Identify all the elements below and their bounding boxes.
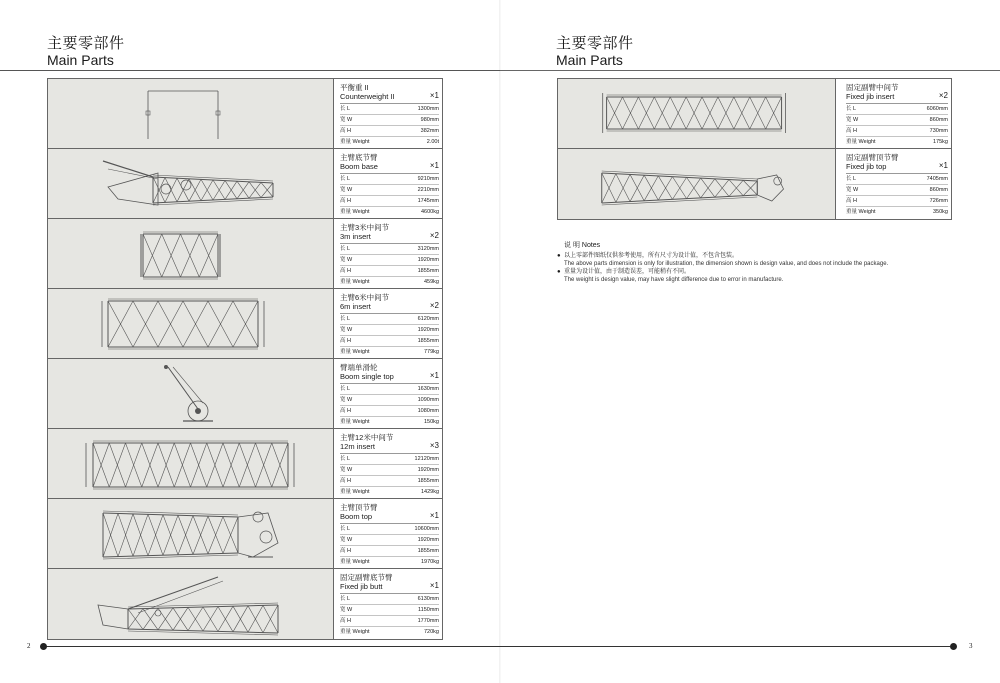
spec-value: 175kg bbox=[933, 139, 948, 145]
spec-row bbox=[340, 314, 439, 325]
part-name-zh: 平衡重 II bbox=[340, 83, 369, 92]
spec-row bbox=[846, 196, 948, 207]
spec-label: 宽 W bbox=[340, 397, 353, 403]
page-number-right: 3 bbox=[969, 642, 973, 650]
part-row bbox=[48, 149, 442, 219]
spec-value: 1090mm bbox=[417, 397, 439, 403]
spec-row bbox=[340, 174, 439, 185]
spec-label: 高 H bbox=[846, 198, 858, 204]
part-row bbox=[558, 149, 951, 219]
part-name-en: Boom single top bbox=[340, 372, 394, 381]
part-info bbox=[334, 499, 442, 568]
spec-list bbox=[846, 103, 948, 148]
spec-label: 重量 Weight bbox=[340, 629, 370, 635]
spec-value: 1855mm bbox=[417, 338, 439, 344]
spec-value: 779kg bbox=[424, 349, 439, 355]
part-drawing bbox=[48, 359, 334, 428]
spec-row bbox=[340, 395, 439, 406]
part-name-en: Counterweight II bbox=[340, 92, 395, 101]
part-name-zh: 主臂6米中间节 bbox=[340, 293, 390, 302]
spec-row bbox=[340, 476, 439, 487]
page-fold bbox=[499, 0, 501, 683]
spec-list bbox=[340, 313, 439, 358]
part-drawing bbox=[48, 429, 334, 498]
spec-label: 长 L bbox=[340, 386, 351, 392]
spec-label: 宽 W bbox=[340, 467, 353, 473]
spec-label: 长 L bbox=[340, 596, 351, 602]
part-title bbox=[340, 573, 439, 591]
spec-label: 高 H bbox=[340, 198, 352, 204]
spec-label: 长 L bbox=[340, 106, 351, 112]
right-title-zh: 主要零部件 bbox=[556, 35, 634, 52]
spec-row bbox=[340, 325, 439, 336]
part-info bbox=[334, 79, 442, 148]
part-title bbox=[340, 223, 439, 241]
spec-label: 高 H bbox=[846, 128, 858, 134]
spec-value: 726mm bbox=[929, 198, 948, 204]
part-row bbox=[558, 79, 951, 149]
spec-label: 宽 W bbox=[340, 537, 353, 543]
spec-value: 6130mm bbox=[417, 596, 439, 602]
bullet-icon: ● bbox=[557, 269, 561, 275]
spec-label: 重量 Weight bbox=[340, 349, 370, 355]
spec-row bbox=[340, 244, 439, 255]
spec-list bbox=[340, 593, 439, 638]
spec-label: 宽 W bbox=[340, 187, 353, 193]
spec-row bbox=[340, 605, 439, 616]
part-illustration bbox=[558, 149, 836, 219]
spec-label: 重量 Weight bbox=[846, 209, 876, 215]
spec-row bbox=[340, 196, 439, 207]
note-text-zh: 重量为设计值，由于制造误差，可能稍有不同。 bbox=[564, 269, 691, 275]
spec-label: 长 L bbox=[340, 456, 351, 462]
part-quantity: ×1 bbox=[429, 371, 439, 380]
part-name-en: Fixed jib top bbox=[846, 162, 887, 171]
spec-value: 382mm bbox=[420, 128, 439, 134]
spec-value: 6060mm bbox=[926, 106, 948, 112]
left-title-en: Main Parts bbox=[47, 52, 114, 68]
spec-value: 980mm bbox=[420, 117, 439, 123]
spec-value: 12120mm bbox=[414, 456, 439, 462]
part-name-en: 6m insert bbox=[340, 302, 371, 311]
part-drawing bbox=[558, 79, 836, 148]
part-illustration bbox=[48, 499, 334, 568]
spec-value: 1970kg bbox=[420, 559, 439, 565]
part-illustration bbox=[48, 79, 334, 148]
spec-label: 高 H bbox=[340, 408, 352, 414]
part-drawing bbox=[48, 149, 334, 218]
spec-value: 1855mm bbox=[417, 548, 439, 554]
footer-rule bbox=[44, 646, 950, 647]
notes-section bbox=[557, 242, 937, 284]
part-name-zh: 主臂底节臂 bbox=[340, 153, 378, 162]
part-quantity: ×2 bbox=[429, 231, 439, 240]
spec-value: 9210mm bbox=[417, 176, 439, 182]
spec-value: 730mm bbox=[929, 128, 948, 134]
spec-label: 高 H bbox=[340, 618, 352, 624]
spec-row bbox=[340, 336, 439, 347]
spec-label: 长 L bbox=[846, 106, 857, 112]
spec-list bbox=[340, 523, 439, 568]
part-row bbox=[48, 79, 442, 149]
spec-label: 宽 W bbox=[340, 257, 353, 263]
part-row bbox=[48, 289, 442, 359]
part-name-en: Boom top bbox=[340, 512, 373, 521]
spec-row bbox=[340, 627, 439, 638]
spec-row bbox=[340, 207, 439, 218]
spec-list bbox=[340, 173, 439, 218]
left-title-zh: 主要零部件 bbox=[47, 35, 125, 52]
spec-row bbox=[340, 546, 439, 557]
part-drawing bbox=[558, 149, 836, 218]
part-row bbox=[48, 359, 442, 429]
notes-title: 说 明 Notes bbox=[564, 242, 601, 249]
part-name-en: 3m insert bbox=[340, 232, 371, 241]
spec-value: 3120mm bbox=[417, 246, 439, 252]
spec-row bbox=[340, 454, 439, 465]
spec-value: 1920mm bbox=[417, 257, 439, 263]
spec-label: 宽 W bbox=[846, 187, 859, 193]
part-name-zh: 固定副臂底节臂 bbox=[340, 573, 393, 582]
part-quantity: ×1 bbox=[429, 581, 439, 590]
part-info bbox=[334, 429, 442, 498]
spec-value: 1300mm bbox=[417, 106, 439, 112]
spec-value: 1920mm bbox=[417, 537, 439, 543]
part-info bbox=[334, 359, 442, 428]
part-quantity: ×2 bbox=[938, 91, 948, 100]
spec-label: 宽 W bbox=[846, 117, 859, 123]
spec-value: 7405mm bbox=[926, 176, 948, 182]
spec-row bbox=[340, 616, 439, 627]
spec-label: 重量 Weight bbox=[340, 279, 370, 285]
spec-row bbox=[340, 535, 439, 546]
part-drawing bbox=[48, 569, 334, 638]
part-title bbox=[340, 363, 439, 381]
part-drawing bbox=[48, 219, 334, 288]
part-name-zh: 主臂12米中间节 bbox=[340, 433, 394, 442]
spec-label: 长 L bbox=[846, 176, 857, 182]
spec-row bbox=[340, 104, 439, 115]
note-text-en: The weight is design value, may have slight difference due to error in manufacture. bbox=[564, 277, 784, 283]
spec-row bbox=[340, 524, 439, 535]
spec-row bbox=[340, 384, 439, 395]
page-number-left: 2 bbox=[27, 642, 31, 650]
spec-row bbox=[340, 417, 439, 428]
part-name-en: Fixed jib insert bbox=[846, 92, 895, 101]
spec-value: 1150mm bbox=[418, 607, 439, 613]
part-name-zh: 固定副臂中间节 bbox=[846, 83, 899, 92]
spec-value: 4600kg bbox=[420, 209, 439, 215]
spec-label: 重量 Weight bbox=[846, 139, 876, 145]
spec-value: 1855mm bbox=[417, 268, 439, 274]
right-parts-table bbox=[557, 78, 952, 220]
spec-value: 860mm bbox=[929, 187, 948, 193]
part-info bbox=[334, 219, 442, 288]
spec-value: 10600mm bbox=[414, 526, 439, 532]
spec-value: 1920mm bbox=[417, 467, 439, 473]
spec-value: 2210mm bbox=[417, 187, 439, 193]
part-illustration bbox=[48, 149, 334, 218]
note-item bbox=[557, 268, 937, 284]
spec-row bbox=[340, 185, 439, 196]
spec-label: 长 L bbox=[340, 316, 351, 322]
spec-row bbox=[846, 137, 948, 148]
spec-row bbox=[340, 347, 439, 358]
spec-label: 宽 W bbox=[340, 327, 353, 333]
spec-label: 宽 W bbox=[340, 117, 353, 123]
spec-row bbox=[340, 255, 439, 266]
spec-label: 长 L bbox=[340, 526, 351, 532]
spec-label: 重量 Weight bbox=[340, 209, 370, 215]
part-illustration bbox=[48, 569, 334, 639]
part-quantity: ×2 bbox=[429, 301, 439, 310]
part-title bbox=[846, 83, 948, 101]
part-name-en: 12m insert bbox=[340, 442, 376, 451]
right-header-rule bbox=[500, 70, 1000, 71]
spec-value: 150kg bbox=[424, 419, 439, 425]
spec-value: 1080mm bbox=[417, 408, 439, 414]
bullet-icon: ● bbox=[557, 253, 561, 259]
spec-row bbox=[846, 174, 948, 185]
spec-value: 350kg bbox=[933, 209, 948, 215]
spec-row bbox=[846, 207, 948, 218]
part-quantity: ×1 bbox=[429, 511, 439, 520]
part-quantity: ×1 bbox=[429, 161, 439, 170]
part-illustration bbox=[48, 219, 334, 288]
spec-label: 重量 Weight bbox=[340, 139, 370, 145]
spec-list bbox=[340, 383, 439, 428]
spec-row bbox=[846, 115, 948, 126]
part-illustration bbox=[48, 359, 334, 428]
spec-label: 高 H bbox=[340, 548, 352, 554]
spec-label: 高 H bbox=[340, 128, 352, 134]
part-quantity: ×1 bbox=[429, 91, 439, 100]
spec-label: 重量 Weight bbox=[340, 419, 370, 425]
part-title bbox=[340, 503, 439, 521]
part-drawing bbox=[48, 499, 334, 568]
spec-row bbox=[846, 104, 948, 115]
part-title bbox=[340, 293, 439, 311]
spec-row bbox=[846, 185, 948, 196]
spec-row bbox=[340, 465, 439, 476]
part-info bbox=[334, 149, 442, 218]
spec-label: 重量 Weight bbox=[340, 559, 370, 565]
spec-label: 高 H bbox=[340, 478, 352, 484]
spec-label: 高 H bbox=[340, 268, 352, 274]
spec-list bbox=[846, 173, 948, 218]
spec-value: 1429kg bbox=[420, 489, 439, 495]
spec-value: 1630mm bbox=[417, 386, 439, 392]
spec-row bbox=[340, 594, 439, 605]
part-row bbox=[48, 429, 442, 499]
part-name-zh: 主臂顶节臂 bbox=[340, 503, 378, 512]
spec-list bbox=[340, 103, 439, 148]
note-item bbox=[557, 252, 937, 268]
footer-dot-left bbox=[40, 643, 47, 650]
part-name-zh: 臂端单滑轮 bbox=[340, 363, 378, 372]
part-title bbox=[340, 153, 439, 171]
part-illustration bbox=[48, 429, 334, 498]
spec-value: 1920mm bbox=[417, 327, 439, 333]
spec-label: 宽 W bbox=[340, 607, 353, 613]
part-name-zh: 固定副臂顶节臂 bbox=[846, 153, 899, 162]
spec-row bbox=[340, 137, 439, 148]
spec-row bbox=[340, 557, 439, 568]
part-name-zh: 主臂3米中间节 bbox=[340, 223, 390, 232]
part-drawing bbox=[48, 289, 334, 358]
spec-label: 长 L bbox=[340, 246, 351, 252]
spec-value: 1770mm bbox=[417, 618, 439, 624]
spec-label: 重量 Weight bbox=[340, 489, 370, 495]
part-info bbox=[836, 149, 951, 219]
spec-value: 860mm bbox=[929, 117, 948, 123]
part-info bbox=[334, 289, 442, 358]
spec-row bbox=[340, 115, 439, 126]
left-header-rule bbox=[0, 70, 500, 71]
spec-value: 2.00t bbox=[426, 139, 439, 145]
part-quantity: ×3 bbox=[429, 441, 439, 450]
spec-label: 长 L bbox=[340, 176, 351, 182]
spec-value: 1745mm bbox=[417, 198, 439, 204]
left-page-title bbox=[47, 36, 125, 68]
part-row bbox=[48, 219, 442, 289]
spec-list bbox=[340, 243, 439, 288]
right-page-title bbox=[556, 36, 634, 68]
spec-row bbox=[340, 487, 439, 498]
spec-value: 459kg bbox=[424, 279, 439, 285]
spec-label: 高 H bbox=[340, 338, 352, 344]
note-text-en: The above parts dimension is only for illustration, the dimension shown is design value, and does not include the package. bbox=[564, 261, 889, 267]
spec-list bbox=[340, 453, 439, 498]
part-row bbox=[48, 569, 442, 639]
spec-row bbox=[340, 406, 439, 417]
spec-value: 720kg bbox=[424, 629, 439, 635]
spec-row bbox=[340, 266, 439, 277]
spec-value: 6120mm bbox=[417, 316, 439, 322]
part-drawing bbox=[48, 79, 334, 148]
footer-dot-right bbox=[950, 643, 957, 650]
part-quantity: ×1 bbox=[938, 161, 948, 170]
spec-row bbox=[846, 126, 948, 137]
part-title bbox=[340, 433, 439, 451]
spec-row bbox=[340, 277, 439, 288]
spec-row bbox=[340, 126, 439, 137]
part-illustration bbox=[558, 79, 836, 148]
note-text-zh: 以上零部件图纸仅供参考使用，所有尺寸为设计值，不包含包装。 bbox=[564, 253, 739, 259]
part-info bbox=[334, 569, 442, 639]
part-name-en: Fixed jib butt bbox=[340, 582, 383, 591]
part-row bbox=[48, 499, 442, 569]
right-title-en: Main Parts bbox=[556, 52, 623, 68]
part-title bbox=[846, 153, 948, 171]
spec-value: 1855mm bbox=[417, 478, 439, 484]
part-name-en: Boom base bbox=[340, 162, 378, 171]
left-parts-table bbox=[47, 78, 443, 640]
part-title bbox=[340, 83, 439, 101]
part-illustration bbox=[48, 289, 334, 358]
part-info bbox=[836, 79, 951, 148]
